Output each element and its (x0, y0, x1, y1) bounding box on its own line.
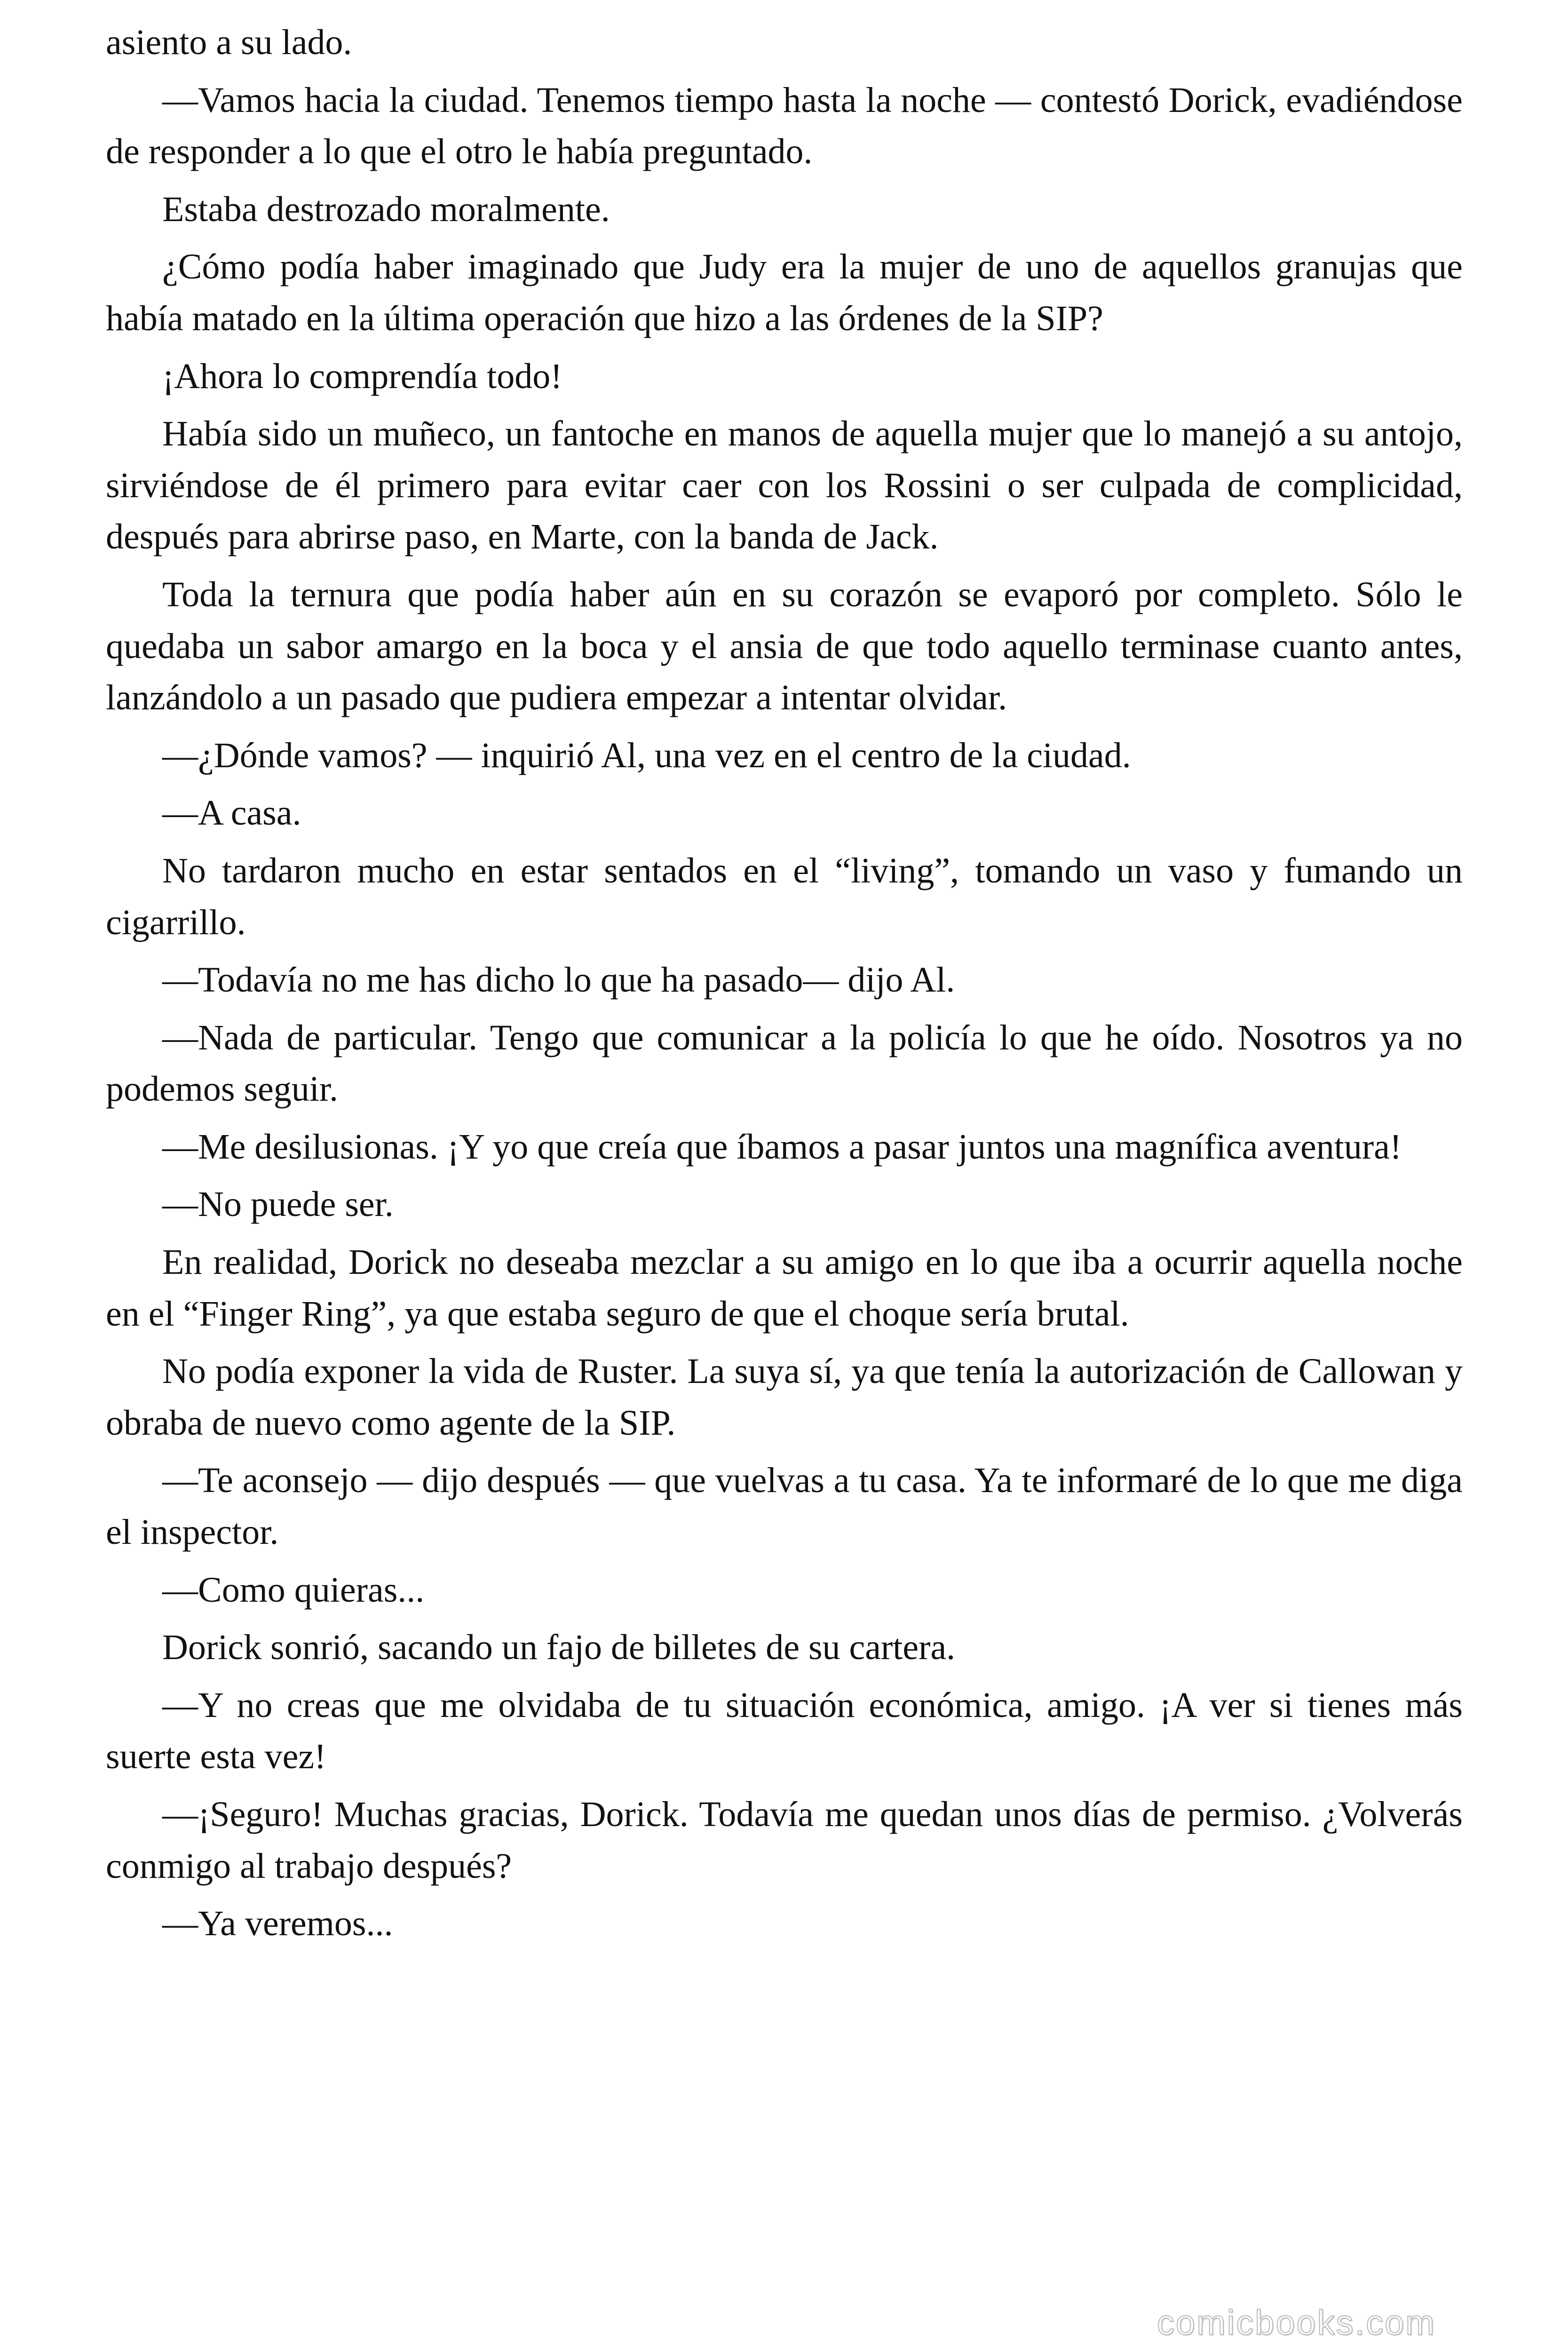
paragraph: —Te aconsejo — dijo después — que vuelvas a tu casa. Ya te informaré de lo que me diga el inspector. (106, 1461, 1463, 1552)
watermark: comicbooks.com (1157, 2303, 1436, 2342)
paragraph: No tardaron mucho en estar sentados en el “living”, tomando un vaso y fumando un cigarrillo. (106, 850, 1463, 942)
paragraph: —Y no creas que me olvidaba de tu situación económica, amigo. ¡A ver si tienes más suerte esta vez! (106, 1685, 1463, 1777)
paragraph: —A casa. (162, 793, 301, 833)
paragraph: Había sido un muñeco, un fantoche en manos de aquella mujer que lo manejó a su antojo, sirviéndose de él primero para evitar caer con los Rossini o ser culpada de complicidad, después para abrirse paso, en Marte, con la banda de Jack. (106, 414, 1463, 557)
paragraph: —Ya veremos... (162, 1904, 393, 1944)
paragraph: En realidad, Dorick no deseaba mezclar a su amigo en lo que iba a ocurrir aquella noche en el “Finger Ring”, ya que estaba seguro de que el choque sería brutal. (106, 1242, 1463, 1334)
paragraph: No podía exponer la vida de Ruster. La suya sí, ya que tenía la autorización de Callowan y obraba de nuevo como agente de la SIP. (106, 1351, 1463, 1443)
paragraph: —¡Seguro! Muchas gracias, Dorick. Todavía me quedan unos días de permiso. ¿Volverás conmigo al trabajo después? (106, 1795, 1463, 1886)
paragraph: ¿Cómo podía haber imaginado que Judy era la mujer de uno de aquellos granujas que había matado en la última operación que hizo a las órdenes de la SIP? (106, 247, 1463, 338)
paragraph: —Vamos hacia la ciudad. Tenemos tiempo hasta la noche — contestó Dorick, evadiéndose de responder a lo que el otro le había preguntado. (106, 80, 1463, 172)
paragraph: —Nada de particular. Tengo que comunicar a la policía lo que he oído. Nosotros ya no podemos seguir. (106, 1017, 1463, 1109)
paragraph: —Me desilusionas. ¡Y yo que creía que íbamos a pasar juntos una magnífica aventura! (162, 1127, 1402, 1167)
paragraph: Dorick sonrió, sacando un fajo de billetes de su cartera. (162, 1628, 956, 1668)
paragraph: ¡Ahora lo comprendía todo! (162, 356, 562, 396)
paragraph: Estaba destrozado moralmente. (162, 189, 610, 229)
paragraph: asiento a su lado. (106, 23, 352, 62)
paragraph: —Como quieras... (162, 1570, 425, 1610)
paragraph: —Todavía no me has dicho lo que ha pasado— dijo Al. (162, 960, 955, 1000)
page-body (106, 17, 1463, 1956)
paragraph: —No puede ser. (162, 1184, 394, 1224)
paragraph: —¿Dónde vamos? — inquirió Al, una vez en el centro de la ciudad. (162, 735, 1131, 775)
paragraph: Toda la ternura que podía haber aún en su corazón se evaporó por completo. Sólo le quedaba un sabor amargo en la boca y el ansia de que todo aquello terminase cuanto antes, lanzándolo a un pasado que pudiera empezar a intentar olvidar. (106, 574, 1463, 718)
